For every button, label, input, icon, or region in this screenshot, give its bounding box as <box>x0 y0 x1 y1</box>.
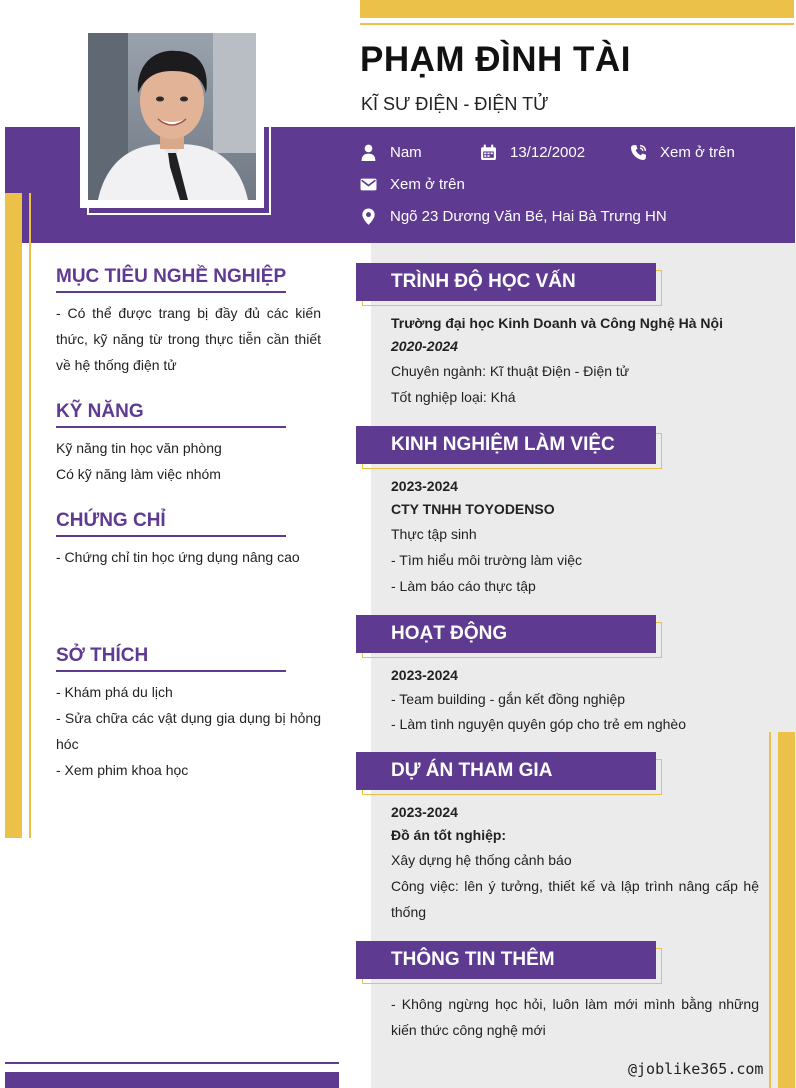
objective-text <box>56 300 321 378</box>
experience-heading: KINH NGHIỆM LÀM VIỆC <box>356 426 656 464</box>
list-item: - Làm tình nguyện quyên góp cho trẻ em nghèo <box>391 716 686 732</box>
project-work: Công việc: lên ý tưởng, thiết kế và lập trình nâng cấp hệ thống <box>391 878 759 920</box>
list-item: - Tìm hiểu môi trường làm việc <box>391 552 583 568</box>
email-icon <box>360 176 377 193</box>
right-gold-line <box>769 732 771 1088</box>
project-description: Xây dựng hệ thống cảnh báo <box>391 852 572 868</box>
top-gold-bar <box>360 0 794 18</box>
list-item: Có kỹ năng làm việc nhóm <box>56 466 221 482</box>
list-item: - Team building - gắn kết đồng nghiệp <box>391 691 626 707</box>
location-pin-icon <box>360 208 377 225</box>
contact-gender <box>360 144 422 161</box>
gender-value: Nam <box>390 144 422 161</box>
skills-list <box>56 435 321 487</box>
email-value: Xem ở trên <box>390 176 465 193</box>
education-grade: Tốt nghiệp loại: Khá <box>391 389 516 405</box>
avatar <box>88 33 256 200</box>
list-item: - Làm báo cáo thực tập <box>391 578 536 594</box>
bottom-purple-bar <box>5 1072 339 1088</box>
list-item: - Chứng chỉ tin học ứng dụng nâng cao <box>56 549 300 565</box>
certificates-heading: CHỨNG CHỈ <box>56 510 286 537</box>
certificates-list <box>56 544 321 570</box>
watermark: @joblike365.com <box>628 1060 764 1078</box>
project-name: Đồ án tốt nghiệp: <box>391 827 507 843</box>
projects-period: 2023-2024 <box>391 804 458 820</box>
hobbies-heading: SỞ THÍCH <box>56 645 286 672</box>
skills-heading: KỸ NĂNG <box>56 401 286 428</box>
contact-address <box>360 208 667 225</box>
phone-value: Xem ở trên <box>660 144 735 161</box>
projects-heading: DỰ ÁN THAM GIA <box>356 752 656 790</box>
calendar-icon <box>480 144 497 161</box>
address-value: Ngõ 23 Dương Văn Bé, Hai Bà Trưng HN <box>390 208 667 225</box>
extra-text: - Không ngừng học hỏi, luôn làm mới mình bằng những kiến thức công nghệ mới <box>391 996 759 1038</box>
candidate-name: PHẠM ĐÌNH TÀI <box>360 40 631 79</box>
position: Thực tập sinh <box>391 526 477 542</box>
activities-period: 2023-2024 <box>391 667 458 683</box>
phone-icon <box>630 144 647 161</box>
school-name: Trường đại học Kinh Doanh và Công Nghệ Hà Nội <box>391 315 723 331</box>
list-item: - Sửa chữa các vật dụng gia dụng bị hỏng hóc <box>56 710 321 752</box>
birthday-value: 13/12/2002 <box>510 144 586 161</box>
hobbies-list <box>56 679 321 783</box>
activities-content <box>391 664 759 737</box>
activities-heading: HOẠT ĐỘNG <box>356 615 656 653</box>
list-item: - Khám phá du lịch <box>56 684 173 700</box>
list-item: - Xem phim khoa học <box>56 762 189 778</box>
education-content <box>391 312 759 410</box>
extra-heading: THÔNG TIN THÊM <box>356 941 656 979</box>
list-item: Kỹ năng tin học văn phòng <box>56 440 222 456</box>
person-icon <box>360 144 377 161</box>
top-gold-line <box>360 23 794 25</box>
experience-content <box>391 475 759 599</box>
company-name: CTY TNHH TOYODENSO <box>391 501 555 517</box>
contact-phone <box>630 144 735 161</box>
left-gold-line <box>29 193 31 838</box>
education-major: Chuyên ngành: Kĩ thuật Điện - Điện tử <box>391 363 630 379</box>
extra-content <box>391 991 759 1043</box>
objective-paragraph: - Có thể được trang bị đầy đủ các kiến thức, kỹ năng từ trong thực tiễn cần thiết về hệ thống điện tử <box>56 305 321 373</box>
bottom-purple-line <box>5 1062 339 1064</box>
left-gold-bar <box>5 193 22 838</box>
education-period: 2020-2024 <box>391 338 458 354</box>
projects-content <box>391 801 759 925</box>
contact-birthday <box>480 144 585 161</box>
experience-period: 2023-2024 <box>391 478 458 494</box>
education-heading: TRÌNH ĐỘ HỌC VẤN <box>356 263 656 301</box>
objective-heading: MỤC TIÊU NGHỀ NGHIỆP <box>56 266 286 293</box>
contact-email <box>360 176 465 193</box>
job-title: KĨ SƯ ĐIỆN - ĐIỆN TỬ <box>361 94 549 114</box>
right-gold-bar <box>778 732 795 1088</box>
portrait-illustration <box>88 33 256 200</box>
